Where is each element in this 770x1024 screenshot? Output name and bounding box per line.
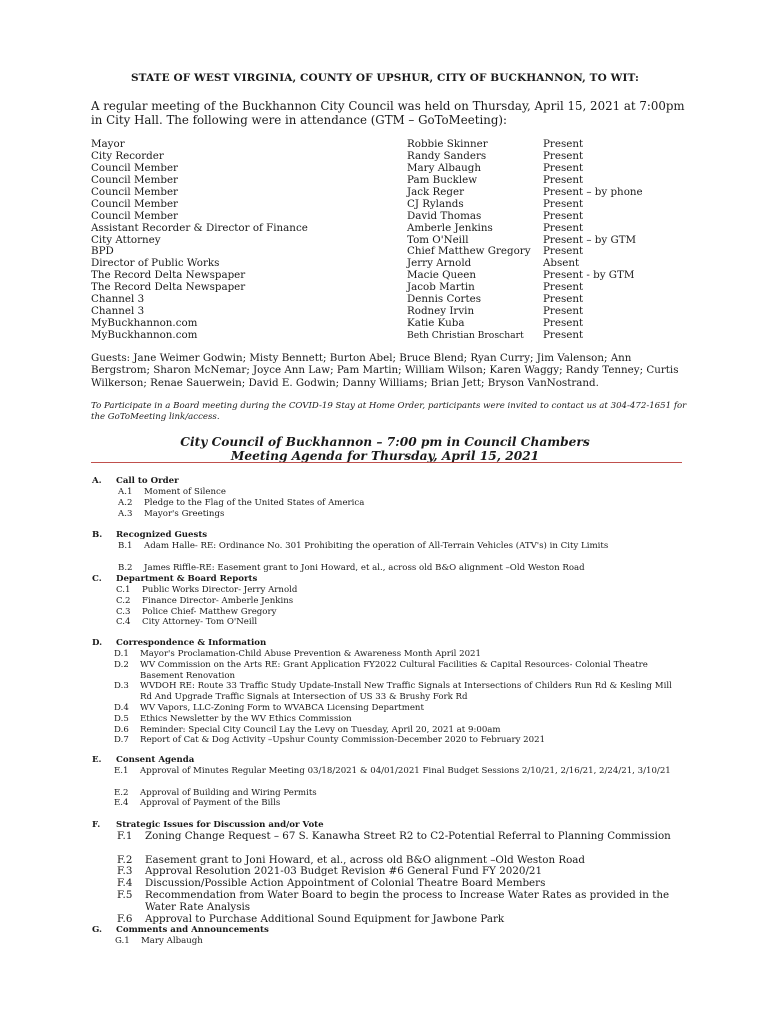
attendee-name: Jack Reger [407, 185, 464, 198]
item-text: Adam Halle- RE: Ordinance No. 301 Prohibiting the operation of All-Terrain Vehicles (ATV's) in City Limits [144, 541, 609, 551]
attendee-status: Present [543, 305, 584, 318]
item-number: D.4 [114, 703, 129, 713]
section-letter: C. [92, 574, 102, 584]
item-text: Moment of Silence [144, 487, 226, 497]
section-letter: E. [92, 755, 102, 765]
section-title: Consent Agenda [116, 755, 195, 765]
item-number: E.2 [114, 787, 129, 798]
attendee-name: Amberle Jenkins [407, 221, 493, 234]
attendee-status: Absent [543, 257, 580, 270]
item-number: B.1 [118, 541, 133, 551]
attendee-status: Present [543, 209, 584, 222]
section-title: Recognized Guests [116, 530, 208, 540]
item-text: James Riffle-RE: Easement grant to Joni Howard, et al., across old B&O alignment –Old Weston Road [144, 562, 585, 573]
item-text: WV Vapors, LLC-Zoning Form to WVABCA Licensing Department [140, 703, 424, 713]
section-title: Correspondence & Information [116, 638, 267, 648]
attendee-role: Council Member [91, 185, 178, 198]
item-text: Pledge to the Flag of the United States of America [144, 497, 365, 508]
attendee-name: Tom O'Neill [407, 233, 469, 246]
attendee-status: Present [543, 173, 584, 186]
attendee-status: Present [543, 197, 584, 210]
item-number: G.1 [115, 936, 130, 946]
attendee-role: Council Member [91, 209, 178, 222]
item-number: A.1 [118, 487, 133, 497]
item-text: Approval of Payment of the Bills [140, 798, 281, 809]
attendee-name: Chief Matthew Gregory [407, 245, 531, 258]
item-number: F.5 [117, 889, 133, 901]
item-number: D.3 [114, 681, 129, 692]
attendee-name: Macie Queen [407, 269, 477, 282]
attendee-role: Director of Public Works [91, 257, 220, 270]
attendee-status: Present [543, 221, 584, 234]
attendee-status: Present [543, 149, 584, 162]
item-text: Easement grant to Joni Howard, et al., across old B&O alignment –Old Weston Road [145, 853, 586, 866]
attendance-row [91, 199, 651, 211]
attendance-row [91, 223, 651, 235]
item-number: A.3 [118, 508, 133, 519]
item-text: Recommendation from Water Board to begin the process to Increase Water Rates as provided in the Water Rate Analysis [145, 889, 670, 913]
attendee-role: Council Member [91, 173, 178, 186]
attendee-role: The Record Delta Newspaper [91, 281, 246, 294]
attendance-row [91, 330, 651, 342]
item-text: WVDOH RE: Route 33 Traffic Study Update-Install New Traffic Signals at Intersections of Childers Run Rd & Kesling Mill Rd And Upgrade Traffic Signals at Intersection of US 33 & Brushy Fork Rd [140, 681, 672, 703]
item-text: Approval of Building and Wiring Permits [140, 787, 317, 798]
item-text: Reminder: Special City Council Lay the Levy on Tuesday, April 20, 2021 at 9:00am [140, 724, 501, 735]
attendee-status: Present – by phone [543, 185, 643, 198]
item-number: F.3 [117, 865, 133, 878]
section-letter: D. [92, 638, 103, 648]
item-number: F.6 [117, 912, 133, 925]
attendee-role: Channel 3 [91, 305, 145, 318]
item-number: C.2 [116, 595, 131, 606]
attendee-status: Present [543, 293, 584, 306]
item-number: E.1 [114, 766, 129, 776]
attendee-name: Randy Sanders [407, 149, 487, 162]
item-text: Report of Cat & Dog Activity –Upshur County Commission-December 2020 to February 2021 [140, 735, 546, 746]
item-number: F.4 [117, 877, 133, 890]
section-letter: F. [92, 820, 101, 830]
attendee-status: Present [543, 329, 584, 341]
item-text: Public Works Director- Jerry Arnold [142, 585, 298, 595]
item-number: C.3 [116, 606, 131, 617]
item-text: Police Chief- Matthew Gregory [142, 606, 277, 617]
attendee-role: The Record Delta Newspaper [91, 269, 246, 282]
item-number: C.1 [116, 585, 131, 595]
item-text: Approval to Purchase Additional Sound Equipment for Jawbone Park [145, 912, 505, 925]
item-text: Finance Director- Amberle Jenkins [142, 595, 294, 606]
item-number: D.2 [114, 659, 129, 670]
attendee-name: Jerry Arnold [407, 257, 472, 270]
attendee-status: Present [543, 281, 584, 294]
section-title: Strategic Issues for Discussion and/or Vote [116, 820, 324, 830]
attendee-role: MyBuckhannon.com [91, 329, 198, 341]
attendee-name: Katie Kuba [407, 317, 465, 330]
item-text: Mayor's Proclamation-Child Abuse Prevention & Awareness Month April 2021 [140, 649, 481, 659]
attendee-name: Rodney Irvin [407, 305, 475, 318]
attendee-role: Council Member [91, 161, 178, 174]
attendee-name: Mary Albaugh [407, 161, 482, 174]
item-number: B.2 [118, 562, 133, 573]
item-number: F.2 [117, 853, 133, 866]
attendee-name: Jacob Martin [407, 281, 475, 294]
item-number: A.2 [118, 497, 133, 508]
attendee-role: MyBuckhannon.com [91, 317, 198, 330]
attendee-role: Channel 3 [91, 293, 145, 306]
item-text: Approval of Minutes Regular Meeting 03/18/2021 & 04/01/2021 Final Budget Sessions 2/10/21, 2/16/21, 2/24/21, 3/10/21 [140, 766, 671, 776]
attendee-role: City Recorder [91, 149, 164, 162]
participation-note: To Participate in a Board meeting during the COVID-19 Stay at Home Order, participants were invited to contact us at 304-472-1651 for the GoToMeeting link/access. [91, 401, 687, 422]
document-heading: STATE OF WEST VIRGINIA, COUNTY OF UPSHUR, CITY OF BUCKHANNON, TO WIT: [130, 72, 639, 84]
item-number: D.5 [114, 713, 129, 724]
attendee-name: David Thomas [407, 209, 482, 222]
item-number: D.1 [114, 649, 129, 659]
attendee-status: Present [543, 161, 584, 174]
item-number: D.7 [114, 735, 129, 746]
attendee-name: Beth Christian Broschart [407, 330, 524, 341]
section-title: Call to Order [116, 476, 179, 486]
section-title: Department & Board Reports [116, 574, 258, 584]
attendance-row [91, 187, 651, 199]
section-title: Comments and Announcements [116, 925, 269, 935]
attendee-name: Pam Bucklew [407, 173, 478, 186]
item-text: Ethics Newsletter by the WV Ethics Commission [140, 713, 352, 724]
attendee-status: Present - by GTM [543, 269, 635, 282]
attendee-name: CJ Rylands [407, 197, 464, 210]
section-letter: A. [92, 476, 102, 486]
attendance-row [91, 211, 651, 223]
item-number: C.4 [116, 617, 131, 628]
attendee-status: Present [543, 138, 584, 150]
item-text: City Attorney- Tom O'Neill [142, 617, 258, 628]
attendee-role: City Attorney [91, 233, 161, 246]
agenda-divider [91, 462, 682, 463]
item-text: Discussion/Possible Action Appointment of Colonial Theatre Board Members [145, 877, 546, 890]
item-number: E.4 [114, 798, 129, 809]
item-text: Approval Resolution 2021-03 Budget Revision #6 General Fund FY 2020/21 [145, 865, 543, 878]
guests-paragraph: Guests: Jane Weimer Godwin; Misty Bennett; Burton Abel; Bruce Blend; Ryan Curry; Jim Valenson; Ann Bergstrom; Sharon McNemar; Joyce Ann Law; Pam Martin; William Wilson; Karen Waggy; Randy Tenney; Curtis Wilkerson; Renae Sauerwein; David E. Godwin; Danny Williams; Brian Jett; Bryson VanNostrand. [91, 352, 679, 389]
section-letter: B. [92, 530, 103, 540]
attendee-name: Robbie Skinner [407, 138, 488, 150]
attendee-role: Council Member [91, 197, 178, 210]
attendee-status: Present [543, 245, 584, 258]
attendance-row [91, 175, 651, 187]
attendee-role: Mayor [91, 138, 125, 150]
item-number: F.1 [117, 830, 133, 842]
item-text: Mary Albaugh [141, 936, 203, 946]
item-text: Zoning Change Request – 67 S. Kanawha Street R2 to C2-Potential Referral to Planning Commission [145, 830, 671, 842]
item-text: Mayor's Greetings [144, 508, 225, 519]
attendee-role: BPD [91, 245, 114, 258]
agenda-title [0, 436, 770, 463]
intro-paragraph: A regular meeting of the Buckhannon City Council was held on Thursday, April 15, 2021 at 7:00pm in City Hall. The following were in attendance (GTM – GoToMeeting): [91, 99, 685, 127]
agenda-title-line-1: City Council of Buckhannon – 7:00 pm in Council Chambers [180, 435, 590, 449]
item-text: WV Commission on the Arts RE: Grant Application FY2022 Cultural Facilities & Capital Resources- Colonial Theatre Basement Renovation [140, 659, 648, 681]
attendee-role: Assistant Recorder & Director of Finance [91, 221, 308, 234]
attendee-status: Present [543, 317, 584, 330]
agenda-title-line-2: Meeting Agenda for Thursday, April 15, 2021 [230, 448, 540, 463]
section-letter: G. [92, 925, 103, 935]
item-number: D.6 [114, 724, 129, 735]
attendee-status: Present – by GTM [543, 233, 637, 246]
attendance-table [91, 139, 651, 342]
attendee-name: Dennis Cortes [407, 293, 481, 306]
